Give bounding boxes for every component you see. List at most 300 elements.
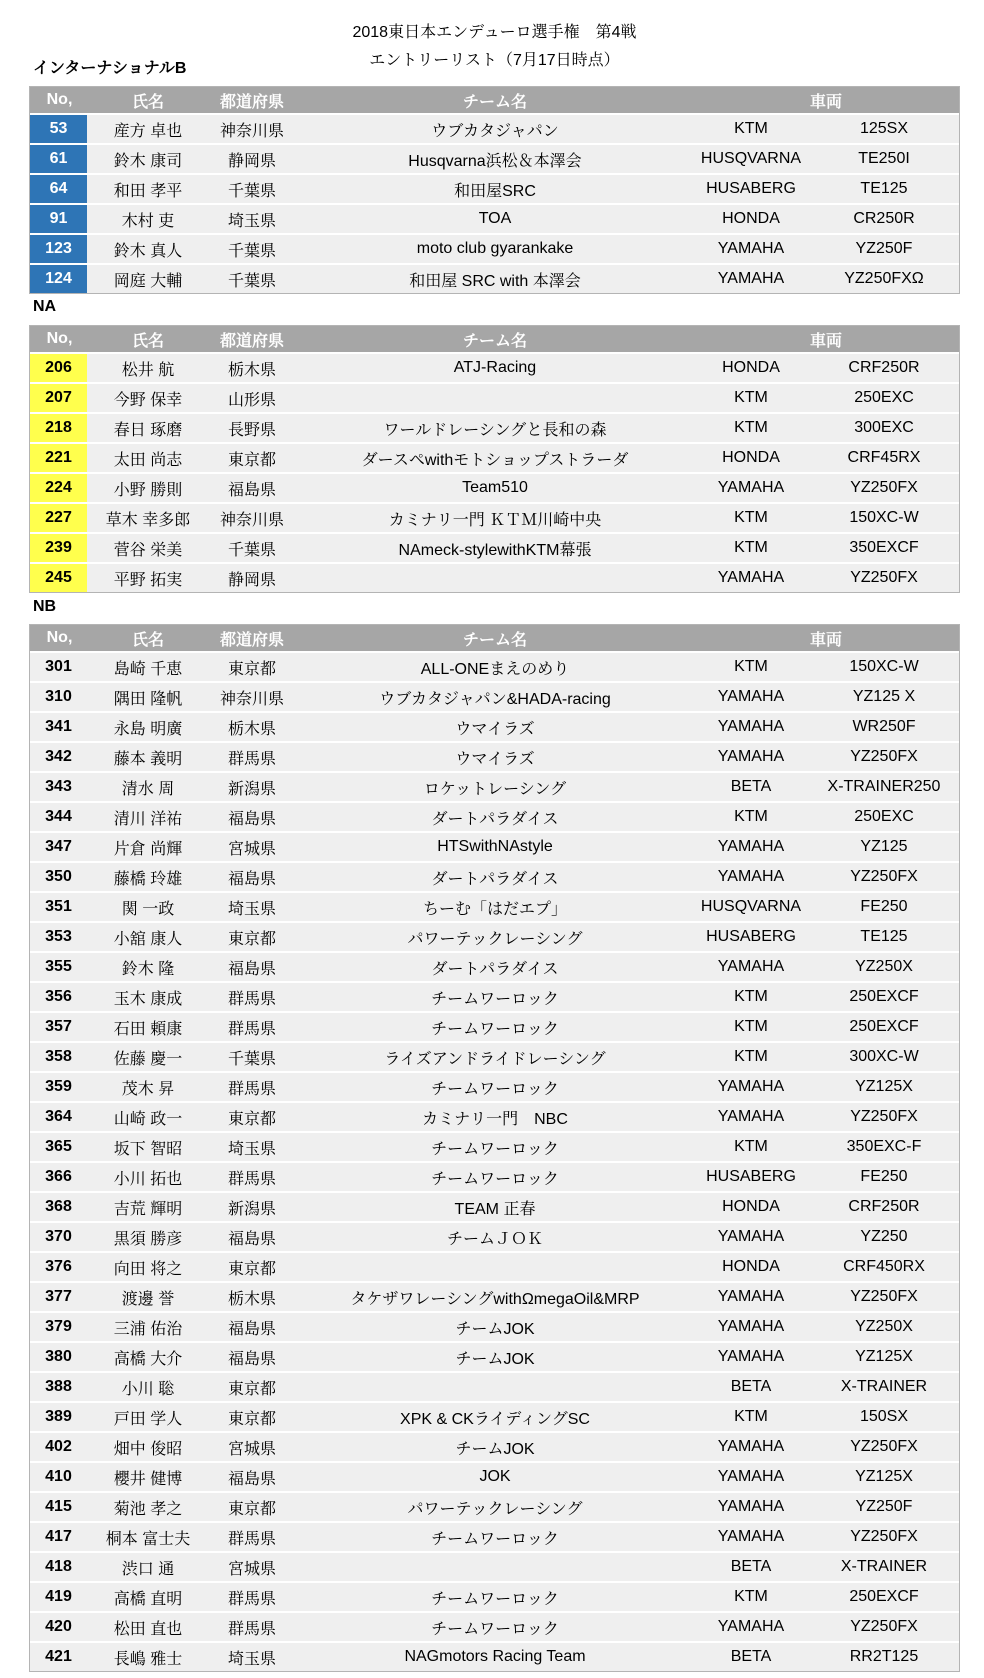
entry-number: 301 [45,658,72,675]
vehicle-maker: YAMAHA [717,1078,785,1095]
table-row [30,831,959,861]
entry-number: 124 [30,265,87,293]
entry-number: 357 [45,1018,72,1035]
rider-name: 山崎 政一 [113,1110,183,1128]
table-row [30,1431,959,1461]
vehicle-model: RR2T125 [849,1648,919,1665]
table-row [30,1131,959,1161]
team-name: パワーテックレーシング [407,930,583,948]
entry-number: 421 [45,1648,72,1665]
prefecture: 宮城県 [227,1560,276,1578]
team-name: 和田屋SRC [454,182,536,200]
table-row [30,711,959,741]
entry-number: 418 [45,1558,72,1575]
vehicle-model: YZ250FXΩ [844,270,924,287]
vehicle-maker: HUSQVARNA [700,150,802,167]
rider-name: 小野 勝則 [113,481,183,499]
vehicle-maker: YAMAHA [717,1618,785,1635]
vehicle-maker: KTM [734,1048,768,1065]
rider-name: 黒須 勝彦 [113,1230,183,1248]
vehicle-model: 300XC-W [849,1048,919,1065]
prefecture: 埼玉県 [227,1650,276,1668]
team-name: moto club gyarankake [416,240,574,257]
table-row [30,1101,959,1131]
prefecture: 東京都 [227,1380,276,1398]
rider-name: 向田 将之 [113,1260,183,1278]
column-header-name: 氏名 [131,631,164,649]
column-header-team: チーム名 [462,332,527,350]
team-name: Team510 [462,479,528,496]
entry-number: 366 [45,1168,72,1185]
prefecture: 東京都 [227,1260,276,1278]
vehicle-maker: BETA [730,1378,772,1395]
vehicle-maker: YAMAHA [717,270,785,287]
table-row [30,1311,959,1341]
vehicle-model: 150XC-W [849,658,919,675]
rider-name: 清水 周 [121,780,175,798]
table-row [30,1221,959,1251]
entry-number: 376 [45,1258,72,1275]
vehicle-maker: YAMAHA [717,748,785,765]
rider-name: 小川 聡 [121,1380,175,1398]
vehicle-maker: YAMAHA [717,1228,785,1245]
table-row [30,113,959,143]
entry-number: 224 [30,474,87,502]
rider-name: 茂木 昇 [121,1080,175,1098]
page-subtitle: エントリーリスト（7月17日時点） [369,52,620,69]
vehicle-model: 250EXC [854,808,914,825]
entry-number: 207 [30,384,87,412]
team-name: ダートパラダイス [431,810,559,828]
team-name: チームワーロック [431,1020,559,1038]
team-name: チームワーロック [431,990,559,1008]
rider-name: 和田 孝平 [113,182,183,200]
vehicle-model: YZ125X [855,1348,913,1365]
vehicle-model: YZ250FX [850,1618,918,1635]
table-row [30,1491,959,1521]
table-row [30,891,959,921]
vehicle-maker: YAMAHA [717,1348,785,1365]
table-row [30,1191,959,1221]
team-name: チームJOK [455,1350,535,1368]
table-row [30,1551,959,1581]
team-name: ダートパラダイス [431,870,559,888]
prefecture: 福島県 [227,810,276,828]
prefecture: 埼玉県 [227,1140,276,1158]
entry-number: 388 [45,1378,72,1395]
table-row [30,173,959,203]
vehicle-maker: YAMAHA [717,688,785,705]
column-header-vehicle: 車両 [809,93,842,111]
rider-name: 高橋 大介 [113,1350,183,1368]
vehicle-model: X-TRAINER [840,1378,928,1395]
entry-table-na [29,325,960,593]
prefecture: 千葉県 [227,272,276,290]
team-name: ALL-ONEまえのめり [420,660,570,678]
prefecture: 静岡県 [227,152,276,170]
rider-name: 鈴木 隆 [121,960,175,978]
vehicle-model: YZ125X [855,1078,913,1095]
entry-number: 61 [30,145,87,173]
prefecture: 福島県 [227,960,276,978]
vehicle-maker: BETA [730,1648,772,1665]
rider-name: 小川 拓也 [113,1170,183,1188]
prefecture: 福島県 [227,1470,276,1488]
prefecture: 福島県 [227,1320,276,1338]
column-header-no: No, [46,330,73,347]
column-header-vehicle: 車両 [809,631,842,649]
team-name: NAmeck-stylewithKTM幕張 [398,541,592,559]
entry-number: 415 [45,1498,72,1515]
rider-name: 菊池 孝之 [113,1500,183,1518]
table-row [30,921,959,951]
prefecture: 東京都 [227,1500,276,1518]
table-row [30,442,959,472]
prefecture: 群馬県 [227,1620,276,1638]
table-row [30,1641,959,1671]
vehicle-model: YZ250FX [850,1288,918,1305]
prefecture: 埼玉県 [227,900,276,918]
entry-table-international-b [29,86,960,294]
team-name: XPK & CKライディングSC [400,1410,590,1428]
team-name [297,564,693,592]
table-header-row [30,87,959,113]
prefecture: 新潟県 [227,780,276,798]
prefecture: 千葉県 [227,1050,276,1068]
vehicle-model: YZ250FX [850,1108,918,1125]
team-name: チームワーロック [431,1620,559,1638]
team-name: チームワーロック [431,1530,559,1548]
vehicle-maker: HONDA [722,449,780,466]
vehicle-maker: YAMAHA [717,868,785,885]
rider-name: 松井 航 [121,361,175,379]
table-row [30,472,959,502]
entry-number: 310 [45,688,72,705]
rider-name: 鈴木 真人 [113,242,183,260]
team-name: チームJOK [455,1440,535,1458]
table-row [30,681,959,711]
entry-number: 358 [45,1048,72,1065]
entry-number: 410 [45,1468,72,1485]
rider-name: 永島 明廣 [113,720,183,738]
vehicle-maker: KTM [734,1588,768,1605]
prefecture: 新潟県 [227,1200,276,1218]
entry-number: 350 [45,868,72,885]
table-row [30,143,959,173]
prefecture: 群馬県 [227,750,276,768]
section-label-na: NA [33,298,57,315]
prefecture: 東京都 [227,930,276,948]
vehicle-model: X-TRAINER250 [827,778,941,795]
team-name: JOK [479,1468,511,1485]
section-label-nb: NB [33,598,57,615]
vehicle-model: FE250 [860,898,908,915]
rider-name: 太田 尚志 [113,451,183,469]
rider-name: 平野 拓実 [113,571,183,589]
entry-number: 91 [30,205,87,233]
vehicle-maker: KTM [734,1018,768,1035]
team-name: チームワーロック [431,1140,559,1158]
vehicle-maker: YAMAHA [717,1108,785,1125]
vehicle-model: CRF250R [848,1198,920,1215]
vehicle-maker: YAMAHA [717,569,785,586]
vehicle-maker: HONDA [722,1198,780,1215]
entry-number: 53 [30,115,87,143]
team-name: NAGmotors Racing Team [404,1648,586,1665]
entry-number: 368 [45,1198,72,1215]
team-name: カミナリ一門 ＫＴＭ川崎中央 [388,511,602,529]
vehicle-model: YZ125 [860,838,908,855]
column-header-no: No, [46,91,73,108]
table-row [30,651,959,681]
team-name: ワールドレーシングと長和の森 [383,421,607,439]
rider-name: 春日 琢磨 [113,421,183,439]
vehicle-model: CRF250R [848,359,920,376]
rider-name: 畑中 俊昭 [113,1440,183,1458]
entry-number: 389 [45,1408,72,1425]
entry-number: 359 [45,1078,72,1095]
table-row [30,532,959,562]
vehicle-maker: KTM [734,120,768,137]
table-row [30,801,959,831]
vehicle-maker: YAMAHA [717,1438,785,1455]
vehicle-model: CRF45RX [847,449,921,466]
rider-name: 隅田 隆帆 [113,690,183,708]
team-name: カミナリ一門 NBC [422,1110,568,1128]
vehicle-model: YZ250X [855,1318,913,1335]
vehicle-model: 250EXCF [849,1018,919,1035]
vehicle-model: 250EXCF [849,1588,919,1605]
prefecture: 長野県 [227,421,276,439]
table-row [30,951,959,981]
entry-number: 64 [30,175,87,203]
prefecture: 神奈川県 [219,122,284,140]
column-header-prefecture: 都道府県 [219,93,284,111]
table-row [30,263,959,293]
vehicle-maker: HUSQVARNA [700,898,802,915]
table-row [30,562,959,592]
table-row [30,203,959,233]
rider-name: 佐藤 慶一 [113,1050,183,1068]
prefecture: 栃木県 [227,361,276,379]
vehicle-maker: HONDA [722,210,780,227]
prefecture: 山形県 [227,391,276,409]
column-header-name: 氏名 [131,93,164,111]
rider-name: 吉荒 輝明 [113,1200,183,1218]
vehicle-model: YZ250F [855,1498,913,1515]
team-name: チームJOK [455,1320,535,1338]
rider-name: 産方 卓也 [113,122,183,140]
prefecture: 東京都 [227,451,276,469]
entry-number: 364 [45,1108,72,1125]
vehicle-maker: YAMAHA [717,479,785,496]
table-row [30,1041,959,1071]
table-body [30,113,959,293]
table-row [30,1011,959,1041]
rider-name: 長嶋 雅士 [113,1650,183,1668]
prefecture: 静岡県 [227,571,276,589]
entry-table-nb [29,624,960,1672]
prefecture: 栃木県 [227,1290,276,1308]
table-header-row [30,326,959,352]
table-row [30,412,959,442]
rider-name: 石田 頼康 [113,1020,183,1038]
table-body [30,651,959,1671]
prefecture: 宮城県 [227,1440,276,1458]
vehicle-maker: KTM [734,808,768,825]
team-name: HTSwithNAstyle [437,838,553,855]
table-row [30,233,959,263]
entry-number: 402 [45,1438,72,1455]
prefecture: 千葉県 [227,541,276,559]
vehicle-maker: KTM [734,509,768,526]
column-header-no: No, [46,629,73,646]
prefecture: 福島県 [227,1230,276,1248]
rider-name: 桐本 富士夫 [105,1530,191,1548]
prefecture: 群馬県 [227,1170,276,1188]
vehicle-maker: HONDA [722,1258,780,1275]
team-name: TOA [478,210,512,227]
vehicle-maker: HONDA [722,359,780,376]
rider-name: 鈴木 康司 [113,152,183,170]
table-row [30,1341,959,1371]
prefecture: 埼玉県 [227,212,276,230]
column-header-team: チーム名 [462,93,527,111]
table-row [30,1461,959,1491]
team-name: ダートパラダイス [431,960,559,978]
team-name: チームＪＯＫ [446,1230,543,1248]
entry-number: 353 [45,928,72,945]
team-name: ウブカタジャパン [431,122,559,140]
rider-name: 玉木 康成 [113,990,183,1008]
table-row [30,1281,959,1311]
entry-number: 206 [30,354,87,382]
entry-number: 417 [45,1528,72,1545]
entry-number: 356 [45,988,72,1005]
prefecture: 群馬県 [227,1080,276,1098]
page-title: 2018東日本エンデューロ選手権 第4戦 [352,24,637,41]
column-header-name: 氏名 [131,332,164,350]
prefecture: 栃木県 [227,720,276,738]
team-name [297,1373,693,1401]
rider-name: 清川 洋祐 [113,810,183,828]
vehicle-model: X-TRAINER [840,1558,928,1575]
vehicle-maker: YAMAHA [717,1498,785,1515]
rider-name: 戸田 学人 [113,1410,183,1428]
table-row [30,1611,959,1641]
vehicle-maker: KTM [734,988,768,1005]
vehicle-model: YZ250FX [850,868,918,885]
rider-name: 岡庭 大輔 [113,272,183,290]
table-row [30,1371,959,1401]
vehicle-model: YZ250FX [850,748,918,765]
rider-name: 渋口 通 [121,1560,175,1578]
team-name: ダースペwithモトショップストラーダ [361,451,629,469]
team-name: ロケットレーシング [423,780,567,798]
vehicle-maker: YAMAHA [717,718,785,735]
team-name: ちーむ「はだエプ」 [422,900,567,918]
rider-name: 木村 吏 [121,212,175,230]
entry-number: 377 [45,1288,72,1305]
table-row [30,1251,959,1281]
prefecture: 福島県 [227,870,276,888]
prefecture: 千葉県 [227,182,276,200]
rider-name: 島崎 千恵 [113,660,183,678]
rider-name: 草木 幸多郎 [105,511,191,529]
table-row [30,1581,959,1611]
table-row [30,741,959,771]
vehicle-maker: KTM [734,1138,768,1155]
vehicle-model: 350EXCF [849,539,919,556]
vehicle-model: FE250 [860,1168,908,1185]
vehicle-maker: KTM [734,658,768,675]
rider-name: 松田 直也 [113,1620,183,1638]
vehicle-model: 150SX [859,1408,909,1425]
entry-number: 218 [30,414,87,442]
team-name: チームワーロック [431,1170,559,1188]
rider-name: 渡邊 誉 [121,1290,175,1308]
table-row [30,502,959,532]
entry-number: 343 [45,778,72,795]
vehicle-maker: HUSABERG [706,928,796,945]
vehicle-maker: KTM [734,389,768,406]
rider-name: 藤橋 玲雄 [113,870,183,888]
team-name [297,384,693,412]
prefecture: 群馬県 [227,1020,276,1038]
vehicle-model: CR250R [853,210,915,227]
vehicle-maker: YAMAHA [717,1528,785,1545]
vehicle-maker: YAMAHA [717,1318,785,1335]
prefecture: 東京都 [227,660,276,678]
column-header-vehicle: 車両 [809,332,842,350]
vehicle-maker: YAMAHA [717,958,785,975]
vehicle-model: TE250I [858,150,910,167]
prefecture: 千葉県 [227,242,276,260]
prefecture: 東京都 [227,1110,276,1128]
prefecture: 群馬県 [227,1530,276,1548]
table-row [30,981,959,1011]
prefecture: 神奈川県 [219,690,284,708]
prefecture: 群馬県 [227,1590,276,1608]
team-name: ウマイラズ [455,720,535,738]
vehicle-model: YZ250F [855,240,913,257]
section-label-international-b: インターナショナルB [33,60,187,77]
rider-name: 高橋 直明 [113,1590,183,1608]
table-header-row [30,625,959,651]
vehicle-model: YZ250X [855,958,913,975]
table-row [30,771,959,801]
entry-number: 239 [30,534,87,562]
team-name: パワーテックレーシング [407,1500,583,1518]
vehicle-model: 350EXC-F [846,1138,922,1155]
table-row [30,352,959,382]
vehicle-model: YZ250FX [850,569,918,586]
vehicle-maker: KTM [734,1408,768,1425]
rider-name: 関 一政 [121,900,175,918]
entry-number: 380 [45,1348,72,1365]
rider-name: 今野 保幸 [113,391,183,409]
rider-name: 藤本 義明 [113,750,183,768]
vehicle-model: YZ250FX [850,1528,918,1545]
team-name [297,1553,693,1581]
entry-number: 341 [45,718,72,735]
vehicle-model: CRF450RX [843,1258,925,1275]
column-header-prefecture: 都道府県 [219,332,284,350]
vehicle-maker: YAMAHA [717,1288,785,1305]
entry-number: 347 [45,838,72,855]
entry-number: 379 [45,1318,72,1335]
vehicle-model: 250EXCF [849,988,919,1005]
